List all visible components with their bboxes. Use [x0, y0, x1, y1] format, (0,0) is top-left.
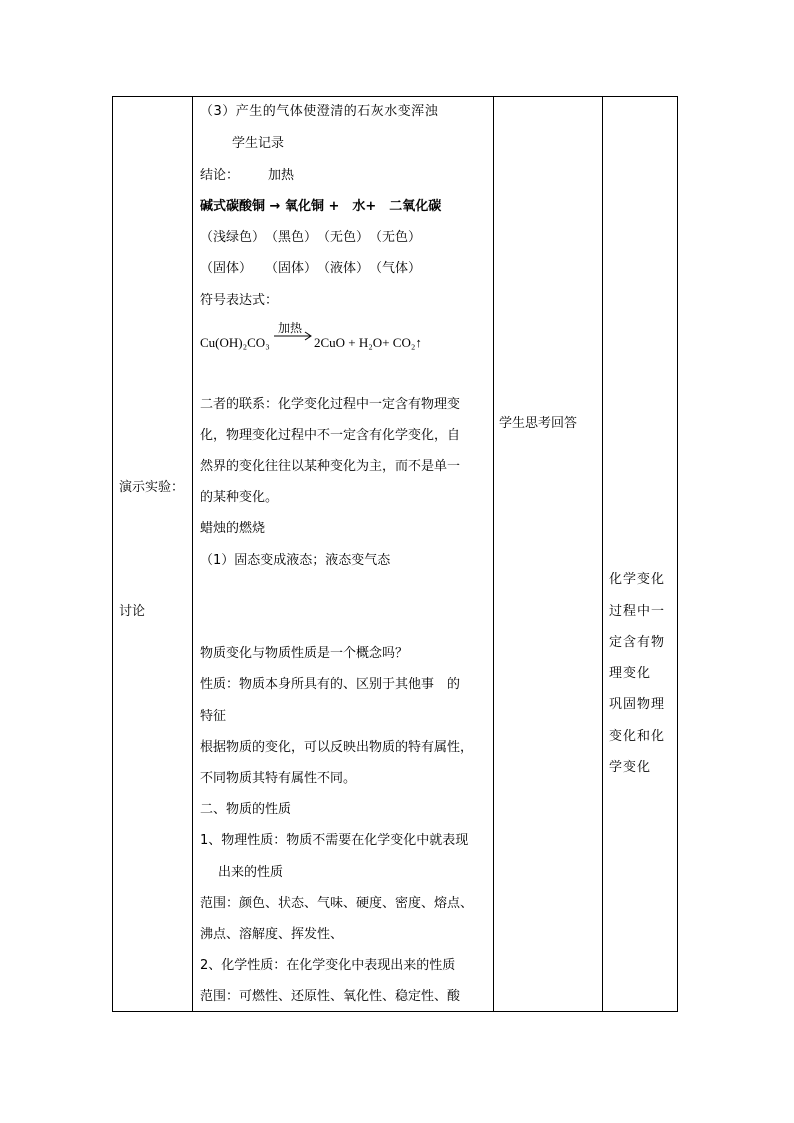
relation-line-3: 然界的变化往往以某种变化为主，而不是单一: [200, 459, 461, 474]
section-heading: 二、物质的性质: [200, 802, 292, 817]
intent-line-4: 理变化: [609, 666, 652, 681]
property-def-1: 性质：物质本身所具有的、区别于其他事 的: [200, 677, 461, 692]
student-record: 学生记录: [232, 136, 285, 151]
property-def-2: 特征: [200, 709, 227, 724]
physical-range-1: 范围：颜色、状态、气味、硬度、密度、熔点、: [200, 896, 474, 911]
eq-condition: 加热: [278, 321, 303, 335]
demo-label: 演示实验：: [119, 480, 185, 495]
intent-line-3: 定含有物: [609, 635, 666, 650]
physical-property-1: 1、物理性质：物质不需要在化学变化中就表现: [200, 833, 469, 848]
physical-range-2: 沸点、溶解度、挥发性、: [200, 927, 344, 942]
column-divider: [602, 97, 603, 1011]
property-def-3: 根据物质的变化，可以反映出物质的特有属性，: [200, 740, 474, 755]
intent-line-2: 过程中一: [609, 604, 666, 619]
student-activity: 学生思考回答: [499, 416, 578, 431]
question: 物质变化与物质性质是一个概念吗？: [200, 646, 409, 661]
relation-line-1: 二者的联系：化学变化过程中一定含有物理变: [200, 397, 461, 412]
intent-line-5: 巩固物理: [609, 697, 666, 712]
observation-3: （3）产生的气体使澄清的石灰水变浑浊: [200, 104, 439, 119]
chemical-property: 2、化学性质：在化学变化中表现出来的性质: [200, 958, 456, 973]
intent-line-6: 变化和化: [609, 729, 666, 744]
reaction-arrow-icon: [274, 329, 314, 343]
chemical-range: 范围：可燃性、还原性、氧化性、稳定性、酸: [200, 989, 461, 1004]
conclusion-condition: 加热: [268, 168, 295, 183]
eq-products: 2CuO + H₂O+ CO₂↑: [314, 335, 422, 350]
intent-line-7: 学变化: [609, 760, 652, 775]
color-row: （浅绿色） （黑色） （无色） （无色）: [200, 230, 422, 245]
candle-title: 蜡烛的燃烧: [200, 521, 266, 536]
word-equation: 碱式碳酸铜 → 氧化铜 + 水+ 二氧化碳: [200, 199, 442, 214]
conclusion-label: 结论：: [200, 168, 240, 183]
column-divider: [493, 97, 494, 1011]
relation-line-4: 的某种变化。: [200, 490, 279, 505]
symbol-label: 符号表达式：: [200, 293, 279, 308]
property-def-4: 不同物质其特有属性不同。: [200, 771, 357, 786]
physical-property-2: 出来的性质: [218, 865, 284, 880]
relation-line-2: 化，物理变化过程中不一定含有化学变化，自: [200, 428, 461, 443]
discussion-label: 讨论: [119, 604, 146, 619]
state-row: （固体） （固体） （液体） （气体）: [200, 261, 422, 276]
column-divider: [192, 97, 193, 1011]
candle-step-1: （1）固态变成液态；液态变气态: [200, 553, 391, 568]
intent-line-1: 化学变化: [609, 572, 666, 587]
eq-reactant: Cu(OH)₂CO₃: [200, 335, 270, 350]
